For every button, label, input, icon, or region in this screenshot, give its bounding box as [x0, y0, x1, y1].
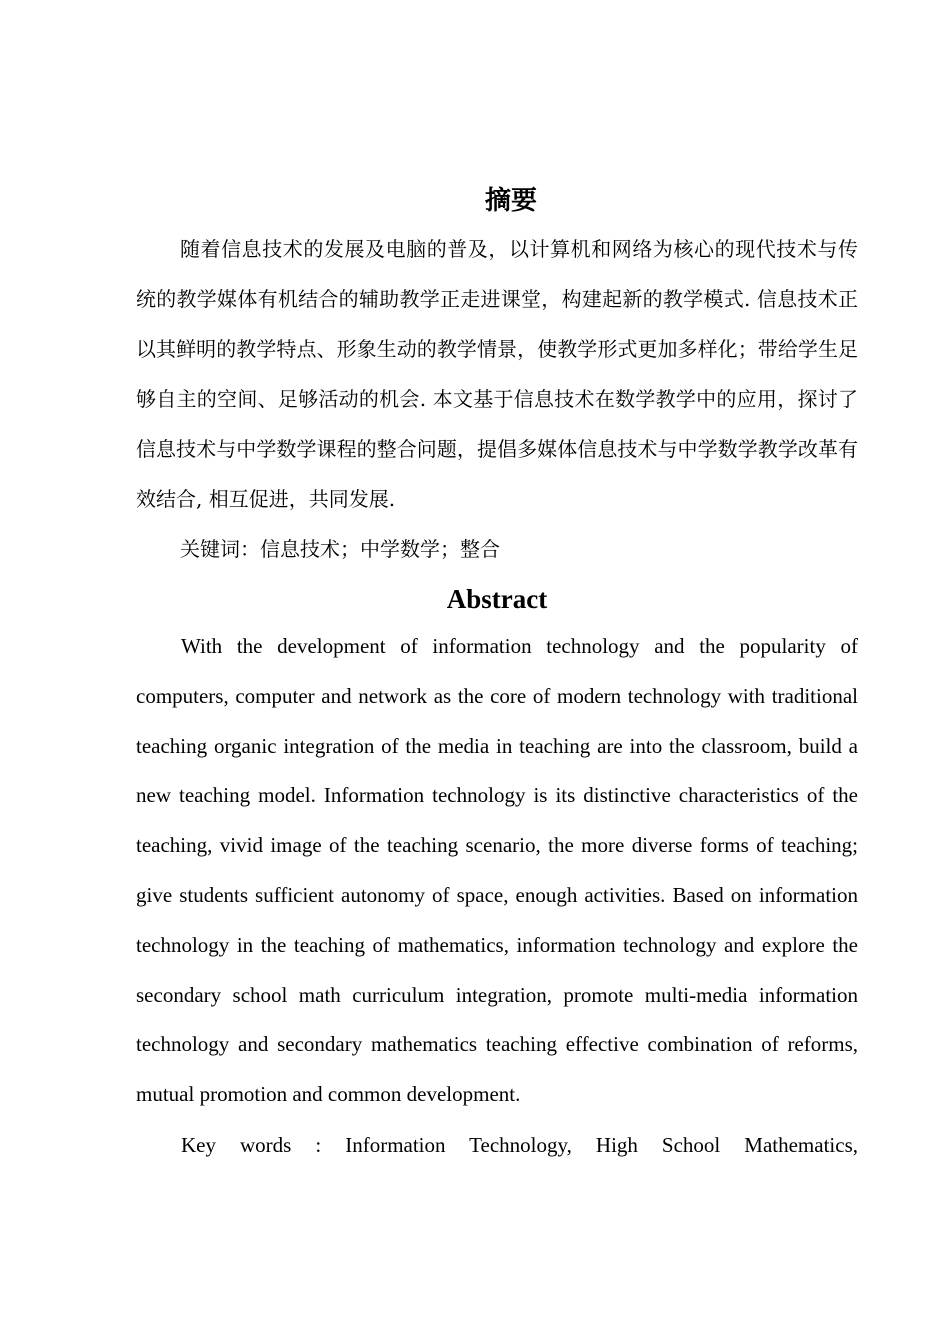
abstract-cn-title: 摘要	[484, 186, 537, 216]
abstract-en-keywords: Key words : Information Technology, High School Mathematics,	[181, 1132, 858, 1157]
abstract-cn-body: 随着信息技术的发展及电脑的普及，以计算机和网络为核心的现代技术与传统的教学媒体有机结合的辅助教学正走进课堂，构建起新的教学模式. 信息技术正以其鲜明的教学特点、形象生动的教学情景，使教学形式更加多样化；带给学生足够自主的空间、足够活动的机会. 本文基于信息技术在数学教学中的应用，探讨了信息技术与中学数学课程的整合问题，提倡多媒体信息技术与中学数学教学改革有效结合, 相互促进，共同发展.	[136, 237, 858, 511]
document-page	[136, 178, 858, 1170]
abstract-cn-keywords: 关键词：信息技术；中学数学；整合	[180, 537, 500, 561]
abstract-en-body: With the development of information technology and the popularity of computers, computer and network as the core of modern technology with traditional teaching organic integration of the media in teaching are into the classroom, build a new teaching model. Information technology is its distinctive characteristics of the teaching, vivid image of the teaching scenario, the more diverse forms of teaching; give students sufficient autonomy of space, enough activities. Based on information technology in the teaching of mathematics, information technology and explore the secondary school math curriculum integration, promote multi-media information technology and secondary mathematics teaching effective combination of reforms, mutual promotion and common development.	[136, 634, 858, 1107]
abstract-en-title: Abstract	[446, 584, 548, 614]
